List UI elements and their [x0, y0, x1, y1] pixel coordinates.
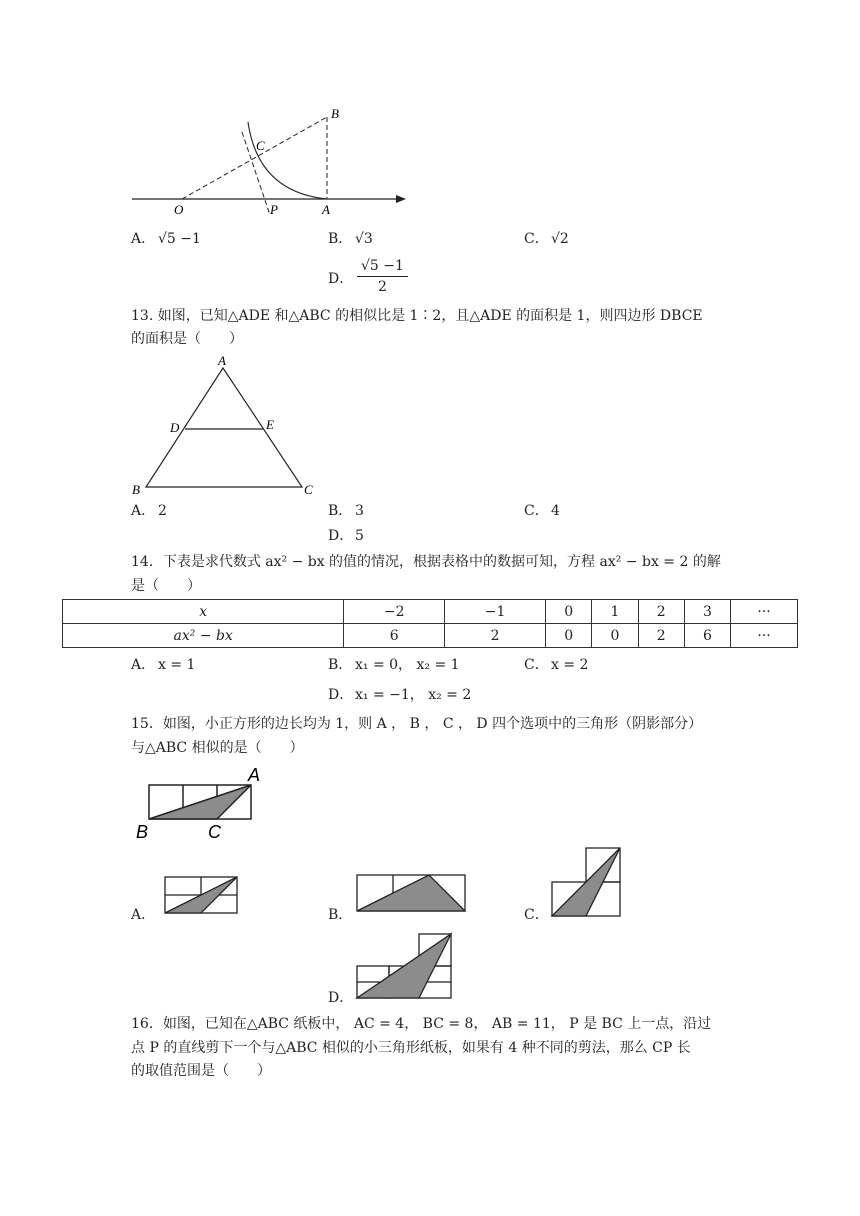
table-cell: 0	[546, 624, 592, 648]
table-cell: 6	[684, 624, 730, 648]
q12-option-d-label[interactable]: D．	[328, 271, 354, 287]
q15-option-d-figure[interactable]	[355, 932, 455, 1002]
q13-option-d-label[interactable]: D．	[328, 528, 354, 544]
q12-option-b-value: √3	[355, 231, 373, 247]
q14-value-table	[62, 599, 798, 648]
q12-segment-ob	[182, 117, 327, 199]
table-cell: 2	[638, 624, 684, 648]
table-cell: 3	[684, 600, 730, 624]
q15-label-b: B	[136, 822, 149, 842]
q15-reference-figure	[134, 762, 274, 842]
q15-label-a: A	[248, 765, 261, 785]
table-row	[63, 624, 798, 648]
q15-triangle-abc	[149, 785, 251, 819]
q13-option-c-value: 4	[551, 503, 560, 519]
q15-stem-line2: 与△ABC 相似的是（ ）	[131, 740, 304, 756]
q12-option-a-label[interactable]: A．	[131, 231, 156, 247]
q12-option-d-fraction	[357, 256, 408, 297]
table-cell: ax² − bx	[63, 624, 344, 648]
q13-option-b-label[interactable]: B．	[328, 503, 353, 519]
q14-option-d-value: x₁ = −1， x₂ = 2	[355, 687, 472, 703]
q15-label-c: C	[208, 822, 221, 842]
table-cell: ···	[731, 624, 798, 648]
q13-figure	[130, 352, 330, 497]
table-cell: ···	[731, 600, 798, 624]
table-cell: 1	[592, 600, 638, 624]
q14-option-a-label[interactable]: A．	[131, 657, 156, 673]
q14-stem-line1: 14．下表是求代数式 ax² − bx 的值的情况，根据表格中的数据可知，方程 ax² − bx = 2 的解	[131, 554, 721, 570]
q12-option-d-denominator: 2	[378, 279, 387, 295]
q15-option-b-label[interactable]: B．	[328, 907, 353, 923]
q13-option-a-label[interactable]: A．	[131, 503, 156, 519]
q13-label-e: E	[266, 417, 274, 432]
q15-option-c-figure[interactable]	[550, 846, 624, 918]
q16-stem-line1: 16．如图，已知在△ABC 纸板中， AC = 4， BC = 8， AB = 11， P 是 BC 上一点，沿过	[131, 1016, 712, 1032]
q12-option-a-value: √5 −1	[158, 231, 201, 247]
q12-label-a: A	[322, 202, 330, 217]
q13-label-c: C	[304, 482, 313, 497]
q12-option-d-numerator: √5 −1	[357, 256, 408, 277]
table-cell: 0	[546, 600, 592, 624]
q13-stem-line2: 的面积是（ ）	[131, 331, 243, 347]
q16-stem-line3: 的取值范围是（ ）	[131, 1063, 271, 1079]
q13-option-a-value: 2	[158, 503, 167, 519]
q12-option-b-label[interactable]: B．	[328, 231, 353, 247]
q12-label-b: B	[331, 106, 339, 121]
table-cell: −2	[344, 600, 445, 624]
q13-option-c-label[interactable]: C．	[524, 503, 549, 519]
q12-arc	[248, 122, 327, 199]
q14-stem-line2: 是（ ）	[131, 578, 201, 594]
q12-option-c-value: √2	[551, 231, 569, 247]
q12-figure	[130, 100, 420, 220]
q15-option-a-label[interactable]: A．	[131, 907, 156, 923]
q15-stem-line1: 15．如图，小正方形的边长均为 1，则 A ， B ， C ， D 四个选项中的三角形（阴影部分）	[131, 716, 703, 732]
q14-option-b-value: x₁ = 0， x₂ = 1	[355, 657, 460, 673]
q12-label-p: P	[270, 202, 278, 217]
q13-label-b: B	[132, 482, 140, 497]
table-cell: 6	[344, 624, 445, 648]
table-cell: 2	[638, 600, 684, 624]
q14-option-c-value: x = 2	[551, 657, 589, 673]
q12-label-o: O	[174, 202, 184, 217]
q15-option-b-figure[interactable]	[355, 873, 467, 913]
q14-option-b-label[interactable]: B．	[328, 657, 353, 673]
table-cell: 0	[592, 624, 638, 648]
q14-option-c-label[interactable]: C．	[524, 657, 549, 673]
q13-option-d-value: 5	[355, 528, 364, 544]
q16-stem-line2: 点 P 的直线剪下一个与△ABC 相似的小三角形纸板，如果有 4 种不同的剪法，那么 CP 长	[131, 1040, 691, 1056]
table-cell: x	[63, 600, 344, 624]
q13-label-d: D	[170, 420, 180, 435]
q13-stem-line1: 13. 如图，已知△ADE 和△ABC 的相似比是 1∶2，且△ADE 的面积是 1，则四边形 DBCE	[131, 308, 703, 324]
q15-option-c-label[interactable]: C．	[524, 907, 549, 923]
q13-label-a: A	[218, 353, 226, 368]
q13-option-b-value: 3	[355, 503, 364, 519]
q15-option-a-figure[interactable]	[163, 875, 239, 915]
q12-label-c: C	[256, 138, 265, 153]
q14-option-a-value: x = 1	[158, 657, 196, 673]
table-row	[63, 600, 798, 624]
q14-option-d-label[interactable]: D．	[328, 687, 354, 703]
table-cell: 2	[445, 624, 546, 648]
q15-option-d-label[interactable]: D．	[328, 990, 354, 1006]
table-cell: −1	[445, 600, 546, 624]
q12-option-c-label[interactable]: C．	[524, 231, 549, 247]
q12-axis-arrow	[396, 195, 406, 203]
